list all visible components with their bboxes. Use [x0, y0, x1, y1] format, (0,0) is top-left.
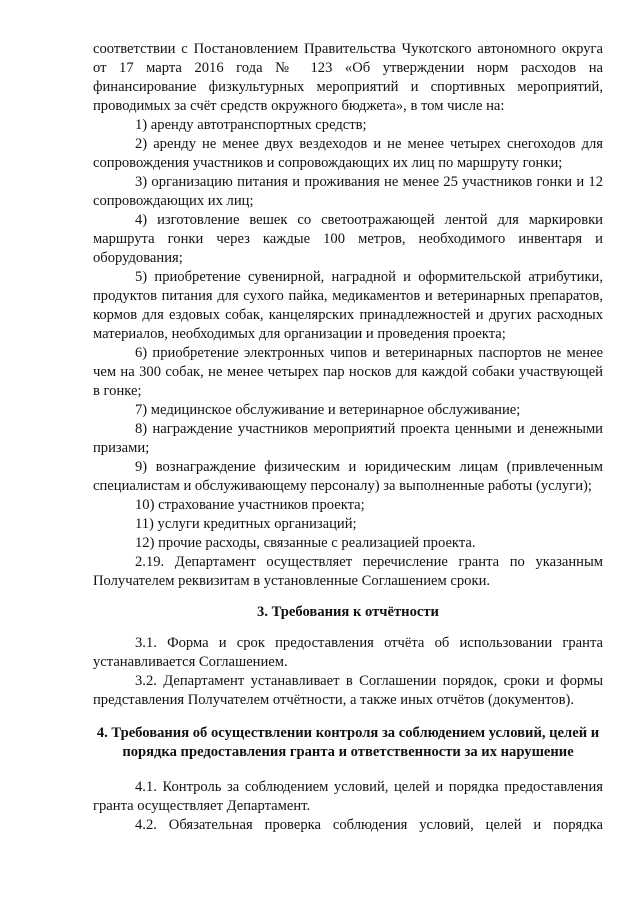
- list-item: 11) услуги кредитных организаций;: [135, 516, 357, 532]
- list-item: 9) вознаграждение физическим и юридическим лицам (привлеченным специалистам и обслуживающему персоналу) за выполненные работы (услуги);: [93, 459, 603, 494]
- section-4-heading: 4. Требования об осуществлении контроля за соблюдением условий, целей и порядка предоставления гранта и ответственности за их нарушение: [96, 725, 600, 760]
- list-item: 2) аренду не менее двух вездеходов и не менее четырех снегоходов для сопровождения участников и сопровождающих их лиц по маршруту гонки;: [93, 136, 603, 171]
- clause-3-2: 3.2. Департамент устанавливает в Соглашении порядок, сроки и формы представления Получателем отчётности, а также иных отчётов (документов).: [93, 673, 603, 708]
- list-item: 10) страхование участников проекта;: [135, 497, 365, 513]
- clause-4-2: 4.2. Обязательная проверка соблюдения условий, целей и порядка: [135, 817, 603, 833]
- clause-4-1: 4.1. Контроль за соблюдением условий, целей и порядка предоставления гранта осуществляет Департамент.: [93, 779, 603, 814]
- list-item: 6) приобретение электронных чипов и ветеринарных паспортов не менее чем на 300 собак, не менее четырех пар носков для каждой собаки участвующей в гонке;: [93, 345, 603, 399]
- list-item: 7) медицинское обслуживание и ветеринарное обслуживание;: [135, 402, 521, 418]
- list-item: 4) изготовление вешек со светоотражающей лентой для маркировки маршрута гонки через каждые 100 метров, необходимого инвентаря и оборудования;: [93, 212, 603, 266]
- list-item: 3) организацию питания и проживания не менее 25 участников гонки и 12 сопровождающих их лиц;: [93, 174, 603, 209]
- document-page: [93, 40, 603, 835]
- list-item: 5) приобретение сувенирной, наградной и оформительской атрибутики, продуктов питания для сухого пайка, медикаментов и ветеринарных препаратов, кормов для ездовых собак, канцелярских принадлежностей и других расходных материалов, необходимых для организации и проведения проекта;: [93, 269, 603, 342]
- intro-paragraph: соответствии с Постановлением Правительства Чукотского автономного округа от 17 марта 2016 года № 123 «Об утверждении норм расходов на финансирование физкультурных мероприятий и спортивных мероприятий, проводимых за счёт средств окружного бюджета», в том числе на:: [93, 41, 603, 114]
- list-item: 8) награждение участников мероприятий проекта ценными и денежными призами;: [93, 421, 603, 456]
- section-3-heading: 3. Требования к отчётности: [257, 604, 439, 620]
- clause-3-1: 3.1. Форма и срок предоставления отчёта об использовании гранта устанавливается Соглашением.: [93, 635, 603, 670]
- list-item: 12) прочие расходы, связанные с реализацией проекта.: [135, 535, 476, 551]
- clause-2-19: 2.19. Департамент осуществляет перечисление гранта по указанным Получателем реквизитам в установленные Соглашением сроки.: [93, 554, 603, 589]
- list-item: 1) аренду автотранспортных средств;: [135, 117, 367, 133]
